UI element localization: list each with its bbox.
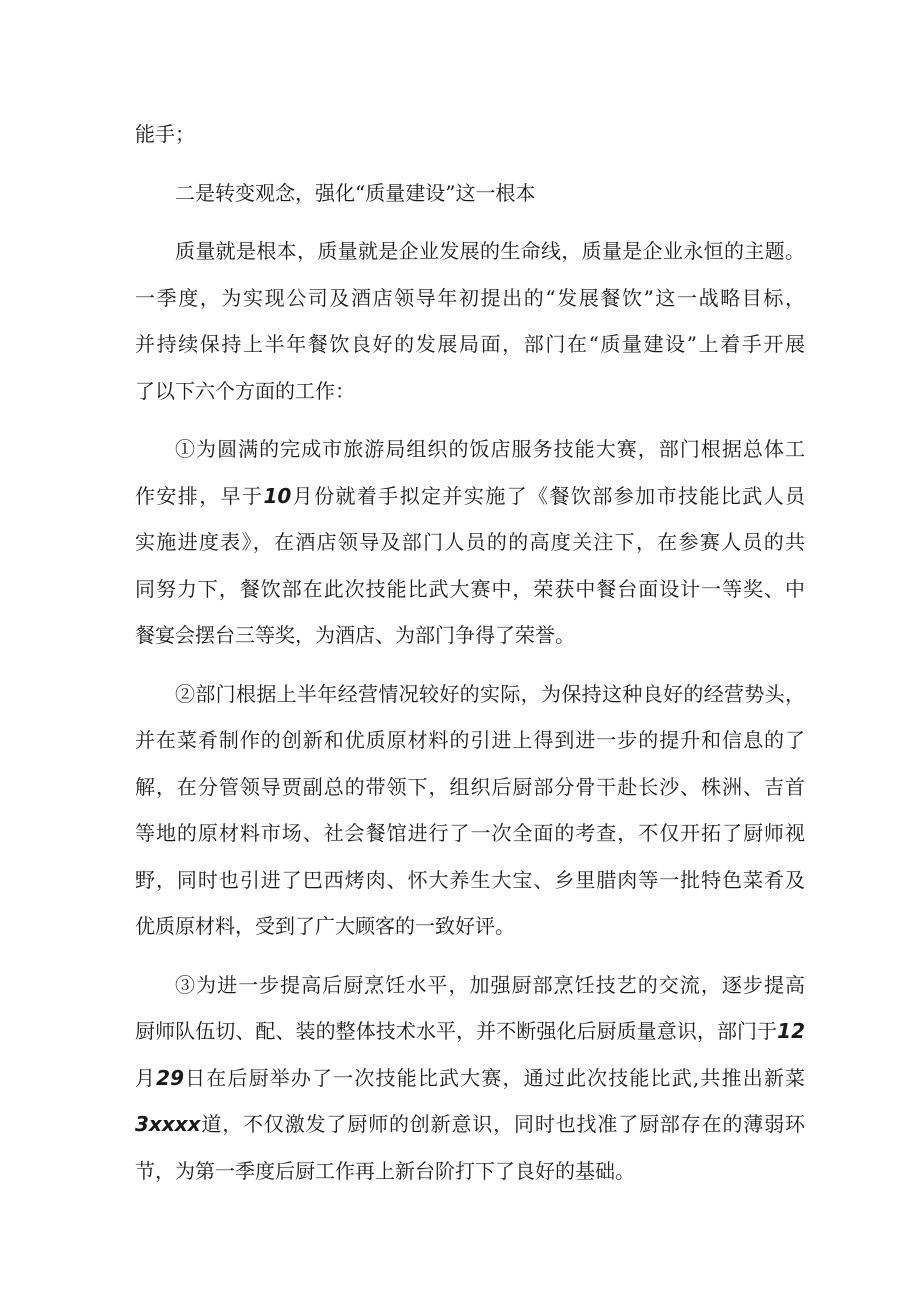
text-fragment: 日在后厨举办了一次技能比武大赛，通过此次技能比武,共推出新菜 bbox=[184, 1065, 805, 1090]
text-fragment: 作安排，早于 bbox=[135, 483, 264, 508]
text-line: 了以下六个方面的工作： bbox=[135, 378, 355, 403]
text-line: 节，为第一季度后厨工作再上新台阶打下了良好的基础。 bbox=[135, 1158, 635, 1183]
text-line: 能手； bbox=[135, 122, 195, 146]
text-line: 野，同时也引进了巴西烤肉、怀大养生大宝、乡里腊肉等一批特色菜肴及 bbox=[135, 867, 805, 892]
text-line: 并在菜肴制作的创新和优质原材料的引进上得到进一步的提升和信息的了 bbox=[135, 728, 805, 752]
text-line bbox=[135, 473, 805, 520]
text-fragment: 月份就着手拟定并实施了《餐饮部参加市技能比武人员 bbox=[291, 483, 806, 508]
text-line: 餐宴会摆台三等奖，为酒店、为部门争得了荣誉。 bbox=[135, 623, 575, 647]
text-line bbox=[135, 1008, 805, 1055]
text-line: ②部门根据上半年经营情况较好的实际，为保持这种良好的经营势头， bbox=[175, 681, 805, 706]
text-line: ③为进一步提高后厨烹饪水平，加强厨部烹饪技艺的交流，逐步提高 bbox=[175, 972, 805, 997]
text-fragment: 道，不仅激发了厨师的创新意识，同时也找准了厨部存在的薄弱环 bbox=[200, 1112, 805, 1136]
number-month: 10 bbox=[263, 483, 292, 508]
text-line: 解，在分管领导贾副总的带领下，组织后厨部分骨干赴长沙、株洲、吉首 bbox=[135, 774, 805, 799]
text-line bbox=[135, 1101, 805, 1148]
document-body bbox=[135, 111, 805, 1194]
text-fragment: 月 bbox=[135, 1065, 157, 1090]
section-heading: 二是转变观念，强化“质量建设”这一根本 bbox=[175, 180, 536, 205]
text-line: 优质原材料，受到了广大顾客的一致好评。 bbox=[135, 914, 515, 938]
text-line: 一季度，为实现公司及酒店领导年初提出的“发展餐饮”这一战略目标， bbox=[135, 285, 805, 310]
text-line: 实施进度表》，在酒店领导及部门人员的的高度关注下，在参赛人员的共 bbox=[135, 530, 805, 554]
text-line: 质量就是根本，质量就是企业发展的生命线，质量是企业永恒的主题。 bbox=[175, 239, 805, 263]
number-dishes: 3xxxx bbox=[135, 1112, 201, 1136]
number-month: 12 bbox=[777, 1019, 805, 1043]
text-line: 等地的原材料市场、社会餐馆进行了一次全面的考查，不仅开拓了厨师视 bbox=[135, 821, 805, 845]
number-day: 29 bbox=[156, 1065, 184, 1090]
text-fragment: 厨师队伍切、配、装的整体技术水平，并不断强化后厨质量意识，部门于 bbox=[135, 1019, 778, 1043]
text-line: ①为圆满的完成市旅游局组织的饭店服务技能大赛，部门根据总体工 bbox=[175, 437, 805, 461]
text-line: 并持续保持上半年餐饮良好的发展局面，部门在“质量建设”上着手开展 bbox=[135, 332, 805, 356]
text-line: 同努力下，餐饮部在此次技能比武大赛中，荣获中餐台面设计一等奖、中 bbox=[135, 576, 805, 601]
text-line bbox=[135, 1055, 805, 1102]
